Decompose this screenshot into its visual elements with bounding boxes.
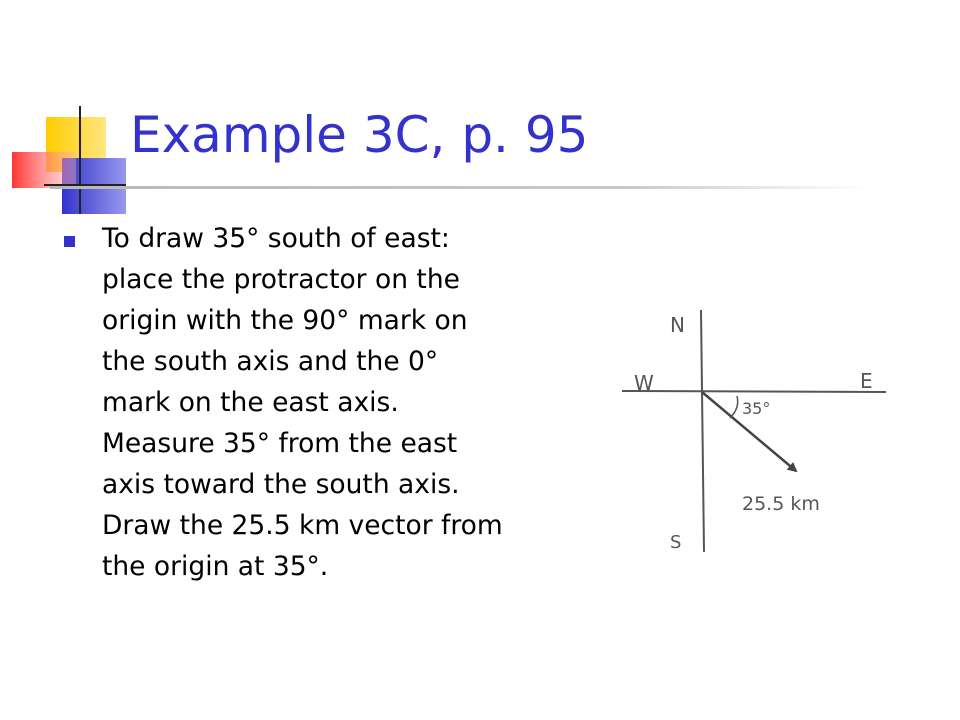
magnitude-label: 25.5 km [742,493,820,515]
bullet-text: To draw 35° south of east: place the protractor on the origin with the 90° mark on the south axis and the 0° mark on the east axis. Measure 35° from the east axis toward the south axis. Draw the 25.5 km vector from the origin at 35°. [102,223,503,582]
corner-decoration [0,0,140,230]
north-south-axis [701,310,704,552]
angle-arc [730,396,738,418]
south-label: S [670,532,682,553]
slide-title: Example 3C, p. 95 [130,106,589,164]
north-label: N [670,313,685,337]
vector-diagram [610,300,930,580]
deco-red-square [12,152,76,188]
west-label: W [634,371,654,395]
west-east-axis [622,391,886,392]
bullet-marker [64,236,75,247]
angle-label: 35° [742,399,771,418]
east-label: E [860,369,873,393]
title-divider [50,186,870,189]
